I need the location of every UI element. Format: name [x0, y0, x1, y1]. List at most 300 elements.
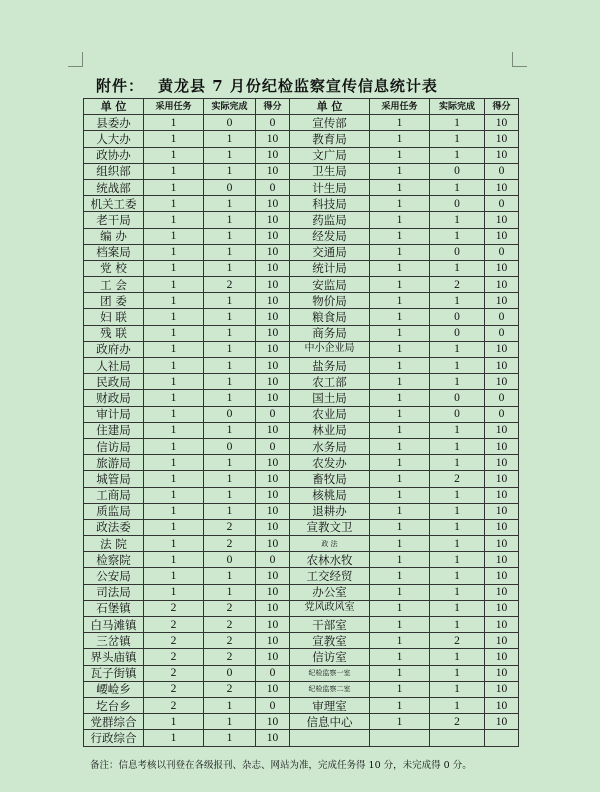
cell-unit-right: 计生局	[290, 179, 370, 195]
cell-done-left: 1	[204, 714, 256, 730]
table-row	[84, 471, 519, 487]
cell-unit-left: 编 办	[84, 228, 144, 244]
header-actual-completed-right: 实际完成	[430, 99, 485, 115]
cell-done-right: 1	[430, 438, 485, 454]
cell-unit-right: 药监局	[290, 212, 370, 228]
cell-task-right: 1	[370, 471, 430, 487]
cell-unit-right: 干部室	[290, 617, 370, 633]
cell-score-left: 10	[256, 600, 290, 616]
table-row	[84, 260, 519, 276]
cell-task-right: 1	[370, 600, 430, 616]
cell-done-left: 2	[204, 633, 256, 649]
cell-task-right: 1	[370, 584, 430, 600]
cell-unit-left: 三岔镇	[84, 633, 144, 649]
cell-score-right: 10	[485, 358, 519, 374]
cell-score-left: 10	[256, 455, 290, 471]
cell-task-left: 1	[144, 552, 204, 568]
cell-done-right: 1	[430, 487, 485, 503]
cell-unit-right: 宣教文卫	[290, 519, 370, 535]
cell-task-left: 1	[144, 568, 204, 584]
cell-unit-right: 审理室	[290, 697, 370, 713]
cell-unit-right: 水务局	[290, 438, 370, 454]
cell-score-left: 10	[256, 519, 290, 535]
cell-task-right: 1	[370, 714, 430, 730]
cell-unit-left: 界头庙镇	[84, 649, 144, 665]
cell-score-right: 10	[485, 438, 519, 454]
cell-task-right: 1	[370, 406, 430, 422]
cell-task-right: 1	[370, 536, 430, 552]
cell-score-left: 10	[256, 260, 290, 276]
cell-done-right: 1	[430, 422, 485, 438]
cell-score-left: 10	[256, 341, 290, 357]
cell-done-right: 0	[430, 163, 485, 179]
table-row	[84, 600, 519, 616]
cell-done-right: 0	[430, 325, 485, 341]
cell-score-left: 10	[256, 131, 290, 147]
cell-unit-right: 统计局	[290, 260, 370, 276]
table-body	[84, 115, 519, 746]
cell-done-right: 1	[430, 131, 485, 147]
cell-unit-left: 人大办	[84, 131, 144, 147]
cell-task-left: 1	[144, 358, 204, 374]
cell-score-right: 0	[485, 390, 519, 406]
cell-done-left: 1	[204, 131, 256, 147]
cell-done-left: 1	[204, 341, 256, 357]
table-row	[84, 374, 519, 390]
cell-score-right: 0	[485, 196, 519, 212]
cell-score-left: 10	[256, 309, 290, 325]
table-row	[84, 358, 519, 374]
cell-unit-right: 粮食局	[290, 309, 370, 325]
cell-task-left: 2	[144, 681, 204, 697]
cell-task-right: 1	[370, 633, 430, 649]
cell-task-right: 1	[370, 325, 430, 341]
cell-task-right: 1	[370, 374, 430, 390]
cell-score-left: 10	[256, 196, 290, 212]
cell-done-left: 1	[204, 455, 256, 471]
cell-score-left: 10	[256, 325, 290, 341]
cell-score-left: 0	[256, 665, 290, 681]
cell-score-right: 10	[485, 519, 519, 535]
cell-score-right: 10	[485, 617, 519, 633]
cell-unit-right: 经发局	[290, 228, 370, 244]
cell-unit-left: 行政综合	[84, 730, 144, 746]
cell-task-right: 1	[370, 163, 430, 179]
cell-score-left: 10	[256, 584, 290, 600]
cell-score-left: 0	[256, 552, 290, 568]
cell-unit-right: 科技局	[290, 196, 370, 212]
cell-task-left: 2	[144, 649, 204, 665]
cell-unit-right: 教育局	[290, 131, 370, 147]
cell-unit-right: 农林水牧	[290, 552, 370, 568]
cell-score-right: 10	[485, 179, 519, 195]
table-row	[84, 293, 519, 309]
cell-unit-left: 县委办	[84, 115, 144, 131]
cell-unit-left: 财政局	[84, 390, 144, 406]
cell-score-right: 10	[485, 455, 519, 471]
cell-done-right: 1	[430, 147, 485, 163]
footnote: 备注：信息考核以刊登在各级报刊、杂志、网站为准，完成任务得 10 分，未完成得 0 分。	[90, 760, 472, 771]
cell-task-right: 1	[370, 503, 430, 519]
table-row	[84, 341, 519, 357]
cell-done-right: 1	[430, 228, 485, 244]
header-score: 得分	[256, 99, 290, 115]
cell-score-right: 10	[485, 568, 519, 584]
cell-task-left: 1	[144, 730, 204, 746]
header-actual-completed: 实际完成	[204, 99, 256, 115]
cell-score-left: 0	[256, 115, 290, 131]
cell-unit-right: 畜牧局	[290, 471, 370, 487]
cell-score-left: 0	[256, 697, 290, 713]
table-row	[84, 536, 519, 552]
cell-done-right: 1	[430, 519, 485, 535]
cell-unit-right: 农业局	[290, 406, 370, 422]
cell-unit-right	[290, 730, 370, 746]
cell-unit-right: 核桃局	[290, 487, 370, 503]
cell-done-right: 1	[430, 260, 485, 276]
cell-unit-left: 法 院	[84, 536, 144, 552]
cell-unit-left: 团 委	[84, 293, 144, 309]
cell-score-left: 10	[256, 487, 290, 503]
cell-task-right: 1	[370, 115, 430, 131]
cell-task-left: 1	[144, 115, 204, 131]
cell-score-right: 0	[485, 309, 519, 325]
cell-task-left: 1	[144, 455, 204, 471]
cell-task-right: 1	[370, 260, 430, 276]
cell-unit-right: 信访室	[290, 649, 370, 665]
page-title	[96, 75, 516, 97]
cell-task-right: 1	[370, 455, 430, 471]
cell-done-left: 1	[204, 163, 256, 179]
cell-done-left: 1	[204, 244, 256, 260]
cell-score-right: 10	[485, 536, 519, 552]
cell-unit-right: 卫生局	[290, 163, 370, 179]
table-row	[84, 584, 519, 600]
cell-unit-left: 民政局	[84, 374, 144, 390]
table-row	[84, 406, 519, 422]
cell-done-left: 2	[204, 649, 256, 665]
cell-done-right: 1	[430, 212, 485, 228]
cell-task-left: 1	[144, 293, 204, 309]
table-row	[84, 131, 519, 147]
cell-unit-right: 商务局	[290, 325, 370, 341]
cell-unit-right: 工交经贸	[290, 568, 370, 584]
cell-done-left: 1	[204, 260, 256, 276]
cell-done-right: 1	[430, 649, 485, 665]
cell-unit-left: 老干局	[84, 212, 144, 228]
cell-task-left: 1	[144, 390, 204, 406]
cell-done-right: 1	[430, 584, 485, 600]
table-row	[84, 115, 519, 131]
table-row	[84, 649, 519, 665]
cell-task-left: 2	[144, 617, 204, 633]
cell-done-left: 2	[204, 536, 256, 552]
cell-done-right: 1	[430, 697, 485, 713]
cell-done-left: 1	[204, 212, 256, 228]
cell-task-right: 1	[370, 341, 430, 357]
cell-unit-left: 崾崄乡	[84, 681, 144, 697]
cell-done-left: 0	[204, 115, 256, 131]
cell-unit-right: 盐务局	[290, 358, 370, 374]
cell-done-left: 2	[204, 617, 256, 633]
table-row	[84, 730, 519, 746]
cell-task-left: 1	[144, 196, 204, 212]
cell-task-left: 1	[144, 584, 204, 600]
cell-task-right: 1	[370, 649, 430, 665]
cell-done-right: 1	[430, 536, 485, 552]
cell-done-right: 1	[430, 358, 485, 374]
cell-score-right: 0	[485, 244, 519, 260]
cell-task-right: 1	[370, 293, 430, 309]
cell-unit-left: 信访局	[84, 438, 144, 454]
cell-score-right: 10	[485, 600, 519, 616]
cell-done-left: 1	[204, 358, 256, 374]
table-row	[84, 697, 519, 713]
cell-unit-left: 检察院	[84, 552, 144, 568]
cell-unit-left: 旅游局	[84, 455, 144, 471]
cell-unit-right: 退耕办	[290, 503, 370, 519]
cell-task-right: 1	[370, 422, 430, 438]
cell-score-left: 10	[256, 649, 290, 665]
cell-score-right: 10	[485, 649, 519, 665]
cell-unit-left: 瓦子街镇	[84, 665, 144, 681]
cell-score-left: 10	[256, 503, 290, 519]
cell-unit-left: 政府办	[84, 341, 144, 357]
cell-done-right: 0	[430, 244, 485, 260]
cell-done-right: 1	[430, 179, 485, 195]
cell-unit-right: 国土局	[290, 390, 370, 406]
table-row	[84, 552, 519, 568]
cell-unit-left: 残 联	[84, 325, 144, 341]
cell-task-right: 1	[370, 617, 430, 633]
cell-done-right: 1	[430, 568, 485, 584]
cell-score-right: 10	[485, 293, 519, 309]
table-row	[84, 714, 519, 730]
cell-task-right: 1	[370, 358, 430, 374]
cell-task-right: 1	[370, 179, 430, 195]
cell-done-left: 1	[204, 568, 256, 584]
cell-unit-right: 中小企业局	[290, 341, 370, 357]
cell-done-right: 1	[430, 503, 485, 519]
cell-task-left: 1	[144, 503, 204, 519]
cell-score-left: 10	[256, 714, 290, 730]
cell-task-left: 2	[144, 600, 204, 616]
cell-done-right: 1	[430, 665, 485, 681]
cell-done-left: 0	[204, 438, 256, 454]
cell-score-left: 10	[256, 536, 290, 552]
cell-task-right: 1	[370, 196, 430, 212]
table-row	[84, 568, 519, 584]
cell-task-right: 1	[370, 438, 430, 454]
cell-task-right: 1	[370, 487, 430, 503]
table-row	[84, 325, 519, 341]
cell-task-left: 1	[144, 163, 204, 179]
cell-score-left: 10	[256, 617, 290, 633]
cell-done-left: 1	[204, 325, 256, 341]
cell-done-right: 0	[430, 406, 485, 422]
cell-task-left: 1	[144, 228, 204, 244]
header-score-right: 得分	[485, 99, 519, 115]
cell-unit-right: 办公室	[290, 584, 370, 600]
cell-score-left: 10	[256, 568, 290, 584]
cell-score-left: 10	[256, 293, 290, 309]
cell-unit-right: 信息中心	[290, 714, 370, 730]
cell-task-right: 1	[370, 212, 430, 228]
cell-score-right	[485, 730, 519, 746]
cell-unit-left: 城管局	[84, 471, 144, 487]
cell-done-right: 2	[430, 633, 485, 649]
cell-task-left: 1	[144, 277, 204, 293]
cell-task-right: 1	[370, 131, 430, 147]
cell-done-left: 1	[204, 309, 256, 325]
table-row	[84, 681, 519, 697]
cell-done-left: 1	[204, 487, 256, 503]
table-row	[84, 163, 519, 179]
cell-task-left: 2	[144, 633, 204, 649]
cell-score-right: 10	[485, 697, 519, 713]
cell-score-right: 10	[485, 374, 519, 390]
cell-unit-left: 工 会	[84, 277, 144, 293]
cell-unit-left: 石堡镇	[84, 600, 144, 616]
cell-task-left: 1	[144, 179, 204, 195]
cell-task-right: 1	[370, 665, 430, 681]
cell-task-left: 1	[144, 309, 204, 325]
cell-done-left: 2	[204, 600, 256, 616]
cell-score-right: 10	[485, 633, 519, 649]
cell-score-right: 10	[485, 147, 519, 163]
cell-score-right: 10	[485, 471, 519, 487]
cell-unit-left: 妇 联	[84, 309, 144, 325]
cell-task-right	[370, 730, 430, 746]
cell-unit-left: 圪台乡	[84, 697, 144, 713]
cell-unit-left: 质监局	[84, 503, 144, 519]
cell-unit-right: 农工部	[290, 374, 370, 390]
cell-done-left: 1	[204, 147, 256, 163]
title-text: 黄龙县 7 月份纪检监察宣传信息统计表	[158, 77, 438, 95]
table-row	[84, 438, 519, 454]
cell-unit-right: 纪检监察一室	[290, 665, 370, 681]
cell-unit-left: 审计局	[84, 406, 144, 422]
cell-score-right: 10	[485, 212, 519, 228]
header-unit-right: 单 位	[290, 99, 370, 115]
table-row	[84, 455, 519, 471]
cell-done-right: 1	[430, 681, 485, 697]
cell-task-right: 1	[370, 552, 430, 568]
cell-unit-right: 交通局	[290, 244, 370, 260]
cell-unit-right: 宣教室	[290, 633, 370, 649]
table-header-row	[84, 99, 519, 115]
cell-task-left: 1	[144, 438, 204, 454]
cell-score-right: 10	[485, 131, 519, 147]
cell-task-left: 1	[144, 260, 204, 276]
cell-task-right: 1	[370, 568, 430, 584]
cell-unit-left: 机关工委	[84, 196, 144, 212]
cell-score-left: 10	[256, 422, 290, 438]
cell-done-left: 2	[204, 277, 256, 293]
cell-score-right: 10	[485, 714, 519, 730]
cell-task-right: 1	[370, 228, 430, 244]
cell-score-right: 0	[485, 406, 519, 422]
cell-score-left: 10	[256, 244, 290, 260]
cell-done-left: 1	[204, 422, 256, 438]
table-row	[84, 179, 519, 195]
cell-score-right: 10	[485, 584, 519, 600]
cell-done-right: 1	[430, 293, 485, 309]
cell-score-left: 10	[256, 212, 290, 228]
cell-score-right: 10	[485, 487, 519, 503]
cell-done-left: 0	[204, 179, 256, 195]
table-row	[84, 503, 519, 519]
cell-unit-left: 政法委	[84, 519, 144, 535]
cell-score-right: 10	[485, 228, 519, 244]
cell-task-left: 1	[144, 406, 204, 422]
cell-unit-right: 纪检监察二室	[290, 681, 370, 697]
cell-done-right: 1	[430, 552, 485, 568]
cell-done-left: 2	[204, 681, 256, 697]
cell-score-right: 0	[485, 325, 519, 341]
table-row	[84, 228, 519, 244]
cell-score-left: 10	[256, 147, 290, 163]
cell-score-right: 10	[485, 552, 519, 568]
header-assigned-task: 采用任务	[144, 99, 204, 115]
cell-unit-left: 党群综合	[84, 714, 144, 730]
cell-unit-left: 白马滩镇	[84, 617, 144, 633]
cell-done-left: 1	[204, 503, 256, 519]
cell-score-right: 10	[485, 503, 519, 519]
cell-unit-left: 公安局	[84, 568, 144, 584]
cell-unit-left: 工商局	[84, 487, 144, 503]
cell-unit-right: 林业局	[290, 422, 370, 438]
cell-unit-right: 安监局	[290, 277, 370, 293]
cell-score-left: 10	[256, 228, 290, 244]
crop-mark-left	[68, 52, 83, 67]
cell-done-right: 2	[430, 714, 485, 730]
cell-done-left: 1	[204, 730, 256, 746]
cell-done-left: 1	[204, 196, 256, 212]
header-unit: 单 位	[84, 99, 144, 115]
cell-done-left: 0	[204, 552, 256, 568]
cell-done-left: 1	[204, 697, 256, 713]
cell-unit-left: 统战部	[84, 179, 144, 195]
cell-unit-right: 党风政风室	[290, 600, 370, 616]
cell-task-left: 1	[144, 325, 204, 341]
cell-unit-left: 政协办	[84, 147, 144, 163]
cell-unit-right: 宣传部	[290, 115, 370, 131]
header-assigned-task-right: 采用任务	[370, 99, 430, 115]
table-row	[84, 147, 519, 163]
cell-done-left: 0	[204, 406, 256, 422]
cell-unit-left: 司法局	[84, 584, 144, 600]
cell-done-left: 1	[204, 228, 256, 244]
cell-done-left: 1	[204, 584, 256, 600]
cell-done-right: 0	[430, 196, 485, 212]
cell-unit-left: 组织部	[84, 163, 144, 179]
cell-score-right: 10	[485, 665, 519, 681]
cell-done-left: 0	[204, 665, 256, 681]
cell-task-left: 1	[144, 131, 204, 147]
cell-score-left: 10	[256, 471, 290, 487]
cell-task-right: 1	[370, 277, 430, 293]
cell-unit-right: 政 法	[290, 536, 370, 552]
cell-done-right: 1	[430, 600, 485, 616]
cell-done-right: 1	[430, 115, 485, 131]
cell-task-right: 1	[370, 390, 430, 406]
cell-score-left: 10	[256, 358, 290, 374]
cell-task-left: 1	[144, 714, 204, 730]
cell-done-right: 1	[430, 455, 485, 471]
cell-score-left: 0	[256, 179, 290, 195]
cell-score-right: 10	[485, 260, 519, 276]
